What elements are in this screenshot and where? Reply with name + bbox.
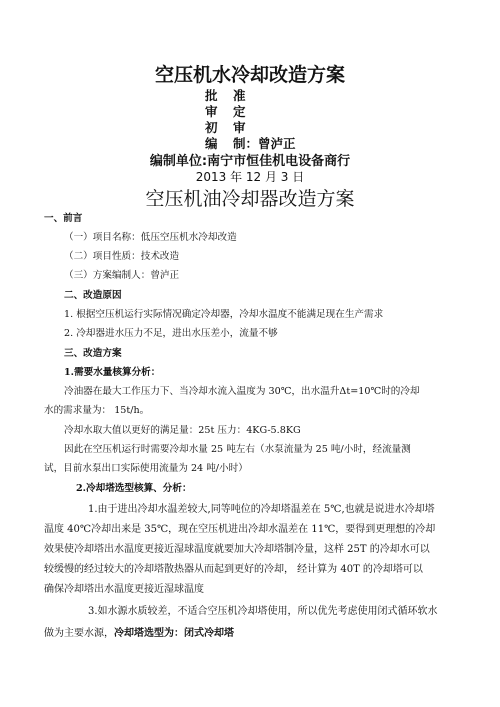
preface-item: （三）方案编制人：曾泸正 [64,270,180,281]
approval-label-first-review: 初 [205,120,218,135]
reason-item: 1. 根据空压机运行实际情况确定冷却器，冷却水温度不能满足现在生产需求 [64,309,384,320]
approval-value-author: 制：曾泸正 [233,136,296,151]
approval-label-approve: 批 [205,88,218,103]
cooling-tower-selection: 冷却塔选型为：闭式冷却塔 [114,628,234,639]
paragraph-text: 做为主要水源， [44,628,114,639]
approval-label-author: 编 [205,136,218,151]
tower-heading: 2.冷却塔选型核算、分析： [76,483,192,494]
document-subtitle: 空压机油冷却器改造方案 [145,188,355,210]
paragraph-line: 试，目前水泵出口实际使用流量为 24 吨/小时） [44,463,248,474]
paragraph-line: 水的需求量为： 15t/h。 [44,405,150,416]
paragraph-line: 温度 40℃冷却出来是 35℃，现在空压机进出冷却水温差在 11℃，要得到更理想的冷却 [44,524,436,535]
section-heading-preface: 一、前言 [44,213,83,224]
preface-item: （一）项目名称：低压空压机水冷却改造 [64,232,237,243]
approval-value-approve: 准 [233,88,246,103]
organization-name: 编制单位:南宁市恒佳机电设备商行 [149,154,351,169]
approval-label-review: 审 [205,104,218,119]
paragraph-line: 冷却水取大值以更好的满足量：25t 压力：4KG-5.8KG [64,425,301,436]
paragraph-line: 3.如水源水质较差，不适合空压机冷却塔使用，所以优先考虑使用闭式循环软水 [88,606,438,617]
approval-value-first-review: 审 [233,120,246,135]
paragraph-line: 因此在空压机运行时需要冷却水量 25 吨左右（水泵流量为 25 吨/小时，经流量测 [64,444,411,455]
document-date: 2013 年 12 月 3 日 [195,170,305,184]
paragraph-line [44,624,234,639]
water-heading: 1.需要水量核算分析： [64,367,161,378]
paragraph-line: 冷油器在最大工作压力下、当冷却水流入温度为 30℃，出水温升Δt=10℃时的冷却 [64,386,420,397]
approval-value-review: 定 [233,104,246,119]
paragraph-line: 效果使冷却塔出水温度更接近湿球温度就要加大冷却塔制冷量，这样 25T 的冷却水可以 [44,544,430,555]
paragraph-line: 1.由于进出冷却水温差较大,同等吨位的冷却塔温差在 5℃,也就是说进水冷却塔 [88,504,435,515]
paragraph-line: 较缓慢的经过较大的冷却塔散热器从而起到更好的冷却， 经计算为 40T 的冷却塔可以 [44,564,423,575]
section-heading-reason: 二、改造原因 [64,290,122,301]
document-title: 空压机水冷却改造方案 [154,64,345,86]
section-heading-plan: 三、改造方案 [64,348,122,359]
paragraph-line: 确保冷却塔出水温度更接近湿球温度 [44,584,204,595]
reason-item: 2. 冷却器进水压力不足，进出水压差小，流量不够 [64,328,278,339]
preface-item: （二）项目性质：技术改造 [64,251,180,262]
